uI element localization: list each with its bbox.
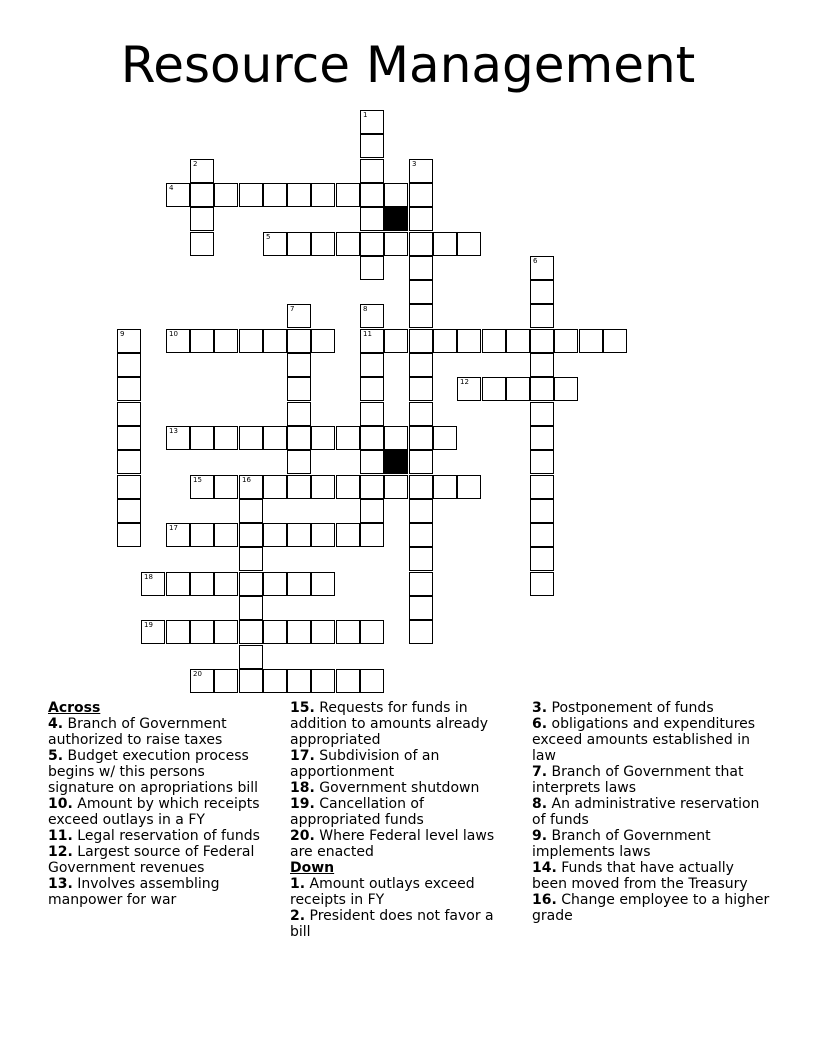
grid-cell[interactable] <box>239 669 263 693</box>
grid-cell[interactable] <box>239 183 263 207</box>
clue-number: 17 <box>169 524 178 532</box>
grid-cell[interactable] <box>263 183 287 207</box>
grid-cell[interactable] <box>263 523 287 547</box>
grid-cell[interactable] <box>457 232 481 256</box>
clues-column-3 <box>532 700 772 924</box>
grid-cell[interactable] <box>360 183 384 207</box>
grid-cell[interactable] <box>239 596 263 620</box>
clue-label: 12. <box>48 844 73 860</box>
grid-cell[interactable] <box>117 353 141 377</box>
grid-cell[interactable] <box>263 669 287 693</box>
grid-cell[interactable] <box>190 572 214 596</box>
grid-cell[interactable] <box>214 329 238 353</box>
grid-cell[interactable] <box>409 329 433 353</box>
grid-cell[interactable] <box>190 426 214 450</box>
clue-label: 5. <box>48 748 64 764</box>
clue-text: Legal reservation of funds <box>72 828 260 844</box>
clue-number: 1 <box>363 111 368 119</box>
grid-cell[interactable] <box>117 377 141 401</box>
black-cell <box>384 207 408 231</box>
grid-cell[interactable] <box>239 620 263 644</box>
grid-cell[interactable] <box>530 475 554 499</box>
grid-cell[interactable] <box>166 329 190 353</box>
grid-cell[interactable] <box>311 669 335 693</box>
grid-cell[interactable] <box>360 207 384 231</box>
clue-number: 7 <box>290 305 295 313</box>
grid-cell[interactable] <box>117 426 141 450</box>
grid-cell[interactable] <box>384 475 408 499</box>
grid-cell[interactable] <box>263 475 287 499</box>
grid-cell[interactable] <box>384 183 408 207</box>
grid-cell[interactable] <box>530 499 554 523</box>
grid-cell[interactable] <box>287 620 311 644</box>
grid-cell[interactable] <box>214 523 238 547</box>
grid-cell[interactable] <box>360 232 384 256</box>
puzzle-title: Resource Management <box>120 36 696 94</box>
grid-cell[interactable] <box>433 329 457 353</box>
across-heading: Across <box>48 700 101 716</box>
grid-cell[interactable] <box>409 402 433 426</box>
grid-cell[interactable] <box>190 475 214 499</box>
clue-text: Subdivision of an apportionment <box>290 748 440 780</box>
clue-text: Requests for funds in addition to amounts already appropriated <box>290 700 489 748</box>
grid-cell[interactable] <box>311 523 335 547</box>
grid-cell[interactable] <box>433 475 457 499</box>
grid-cell[interactable] <box>530 304 554 328</box>
grid-cell[interactable] <box>190 523 214 547</box>
grid-cell[interactable] <box>311 572 335 596</box>
clue-label: 4. <box>48 716 64 732</box>
clue-text: Funds that have actually been moved from the Treasury <box>532 860 748 892</box>
clue-text: Largest source of Federal Government revenues <box>48 844 255 876</box>
grid-cell[interactable] <box>190 159 214 183</box>
clue-text: President does not favor a bill <box>290 908 494 940</box>
grid-cell[interactable] <box>360 620 384 644</box>
grid-cell[interactable] <box>409 450 433 474</box>
grid-cell[interactable] <box>214 183 238 207</box>
clue-number: 5 <box>266 233 271 241</box>
grid-cell[interactable] <box>311 183 335 207</box>
grid-cell[interactable] <box>530 426 554 450</box>
grid-cell[interactable] <box>117 523 141 547</box>
grid-cell[interactable] <box>287 669 311 693</box>
grid-cell[interactable] <box>530 353 554 377</box>
across-clue <box>48 716 273 748</box>
grid-cell[interactable] <box>239 475 263 499</box>
down-clue <box>532 860 772 892</box>
clue-text: Cancellation of appropriated funds <box>290 796 424 828</box>
clue-number: 9 <box>120 330 125 338</box>
grid-cell[interactable] <box>530 572 554 596</box>
grid-cell[interactable] <box>117 450 141 474</box>
grid-cell[interactable] <box>433 426 457 450</box>
clue-label: 16. <box>532 892 557 908</box>
grid-cell[interactable] <box>409 572 433 596</box>
grid-cell[interactable] <box>166 572 190 596</box>
grid-cell[interactable] <box>554 329 578 353</box>
grid-cell[interactable] <box>360 499 384 523</box>
grid-cell[interactable] <box>530 280 554 304</box>
grid-cell[interactable] <box>384 232 408 256</box>
clue-text: Branch of Government that interprets laws <box>532 764 744 796</box>
across-clue <box>290 780 515 796</box>
grid-cell[interactable] <box>603 329 627 353</box>
across-clue <box>48 876 273 908</box>
clue-label: 6. <box>532 716 548 732</box>
grid-cell[interactable] <box>409 256 433 280</box>
clue-text: Branch of Government authorized to raise taxes <box>48 716 227 748</box>
grid-cell[interactable] <box>360 134 384 158</box>
grid-cell[interactable] <box>190 183 214 207</box>
grid-cell[interactable] <box>530 402 554 426</box>
grid-cell[interactable] <box>117 475 141 499</box>
grid-cell[interactable] <box>336 426 360 450</box>
grid-cell[interactable] <box>287 450 311 474</box>
across-clue <box>48 796 273 828</box>
grid-cell[interactable] <box>287 377 311 401</box>
grid-cell[interactable] <box>360 159 384 183</box>
clue-text: Amount outlays exceed receipts in FY <box>290 876 475 908</box>
clue-text: Change employee to a higher grade <box>532 892 770 924</box>
grid-cell[interactable] <box>384 329 408 353</box>
grid-cell[interactable] <box>287 304 311 328</box>
grid-cell[interactable] <box>360 377 384 401</box>
grid-cell[interactable] <box>409 475 433 499</box>
clue-label: 20. <box>290 828 315 844</box>
grid-cell[interactable] <box>166 523 190 547</box>
grid-cell[interactable] <box>360 402 384 426</box>
clue-number: 6 <box>533 257 538 265</box>
grid-cell[interactable] <box>530 329 554 353</box>
grid-cell[interactable] <box>409 620 433 644</box>
grid-cell[interactable] <box>360 256 384 280</box>
clue-label: 1. <box>290 876 306 892</box>
across-clue <box>48 844 273 876</box>
grid-cell[interactable] <box>214 426 238 450</box>
grid-cell[interactable] <box>311 475 335 499</box>
grid-cell[interactable] <box>287 475 311 499</box>
grid-cell[interactable] <box>287 426 311 450</box>
clue-label: 13. <box>48 876 73 892</box>
grid-cell[interactable] <box>263 329 287 353</box>
grid-cell[interactable] <box>166 620 190 644</box>
across-clue <box>290 748 515 780</box>
down-clue <box>290 876 515 908</box>
clue-number: 10 <box>169 330 178 338</box>
grid-cell[interactable] <box>287 572 311 596</box>
grid-cell[interactable] <box>336 475 360 499</box>
grid-cell[interactable] <box>409 207 433 231</box>
clue-label: 2. <box>290 908 306 924</box>
grid-cell[interactable] <box>287 523 311 547</box>
grid-cell[interactable] <box>117 499 141 523</box>
grid-cell[interactable] <box>579 329 603 353</box>
grid-cell[interactable] <box>360 110 384 134</box>
grid-cell[interactable] <box>409 523 433 547</box>
grid-cell[interactable] <box>239 547 263 571</box>
grid-cell[interactable] <box>214 620 238 644</box>
grid-cell[interactable] <box>214 475 238 499</box>
grid-cell[interactable] <box>190 329 214 353</box>
grid-cell[interactable] <box>141 572 165 596</box>
grid-cell[interactable] <box>360 669 384 693</box>
black-cell <box>384 450 408 474</box>
clue-number: 15 <box>193 476 202 484</box>
grid-cell[interactable] <box>311 329 335 353</box>
grid-cell[interactable] <box>530 547 554 571</box>
clue-text: Where Federal level laws are enacted <box>290 828 495 860</box>
down-clue <box>532 796 772 828</box>
grid-cell[interactable] <box>409 377 433 401</box>
grid-cell[interactable] <box>360 426 384 450</box>
grid-cell[interactable] <box>530 377 554 401</box>
clue-label: 11. <box>48 828 73 844</box>
clue-text: Budget execution process begins w/ this persons signature on apropriations bill <box>48 748 258 796</box>
grid-cell[interactable] <box>530 523 554 547</box>
grid-cell[interactable] <box>287 183 311 207</box>
grid-cell[interactable] <box>433 232 457 256</box>
grid-cell[interactable] <box>554 377 578 401</box>
grid-cell[interactable] <box>409 596 433 620</box>
grid-cell[interactable] <box>409 426 433 450</box>
across-clue <box>48 748 273 796</box>
clue-label: 19. <box>290 796 315 812</box>
grid-cell[interactable] <box>190 207 214 231</box>
clue-number: 18 <box>144 573 153 581</box>
across-clue <box>290 796 515 828</box>
grid-cell[interactable] <box>311 426 335 450</box>
grid-cell[interactable] <box>336 620 360 644</box>
grid-cell[interactable] <box>360 475 384 499</box>
grid-cell[interactable] <box>482 377 506 401</box>
grid-cell[interactable] <box>409 499 433 523</box>
down-clue <box>532 716 772 764</box>
clues-column-2 <box>290 700 515 940</box>
grid-cell[interactable] <box>530 256 554 280</box>
clue-text: Postponement of funds <box>547 700 714 716</box>
down-clue <box>532 700 772 716</box>
clue-label: 17. <box>290 748 315 764</box>
grid-cell[interactable] <box>214 669 238 693</box>
clue-text: Government shutdown <box>314 780 480 796</box>
clue-text: obligations and expenditures exceed amounts established in law <box>532 716 756 764</box>
clue-number: 2 <box>193 160 198 168</box>
clue-label: 10. <box>48 796 73 812</box>
grid-cell[interactable] <box>263 426 287 450</box>
clue-text: An administrative reservation of funds <box>532 796 760 828</box>
across-clue <box>48 828 273 844</box>
clue-label: 8. <box>532 796 548 812</box>
grid-cell[interactable] <box>409 280 433 304</box>
clue-label: 14. <box>532 860 557 876</box>
grid-cell[interactable] <box>409 304 433 328</box>
clue-number: 16 <box>242 476 251 484</box>
clue-text: Involves assembling manpower for war <box>48 876 220 908</box>
grid-cell[interactable] <box>166 426 190 450</box>
clue-label: 15. <box>290 700 315 716</box>
grid-cell[interactable] <box>287 329 311 353</box>
grid-cell[interactable] <box>360 353 384 377</box>
grid-cell[interactable] <box>360 329 384 353</box>
grid-cell[interactable] <box>336 669 360 693</box>
grid-cell[interactable] <box>287 402 311 426</box>
grid-cell[interactable] <box>360 523 384 547</box>
clue-number: 4 <box>169 184 174 192</box>
grid-cell[interactable] <box>457 475 481 499</box>
clue-number: 11 <box>363 330 372 338</box>
grid-cell[interactable] <box>287 232 311 256</box>
grid-cell[interactable] <box>117 402 141 426</box>
down-clue <box>532 892 772 924</box>
grid-cell[interactable] <box>239 572 263 596</box>
grid-cell[interactable] <box>117 329 141 353</box>
clue-number: 8 <box>363 305 368 313</box>
grid-cell[interactable] <box>190 620 214 644</box>
grid-cell[interactable] <box>166 183 190 207</box>
clue-number: 12 <box>460 378 469 386</box>
clue-label: 3. <box>532 700 548 716</box>
grid-cell[interactable] <box>263 232 287 256</box>
grid-cell[interactable] <box>263 620 287 644</box>
clue-number: 3 <box>412 160 417 168</box>
grid-cell[interactable] <box>336 183 360 207</box>
grid-cell[interactable] <box>360 304 384 328</box>
clues-column-1 <box>48 700 273 908</box>
grid-cell[interactable] <box>409 183 433 207</box>
grid-cell[interactable] <box>239 426 263 450</box>
grid-cell[interactable] <box>214 572 238 596</box>
grid-cell[interactable] <box>190 669 214 693</box>
down-clue <box>532 828 772 860</box>
grid-cell[interactable] <box>506 329 530 353</box>
clue-number: 19 <box>144 621 153 629</box>
grid-cell[interactable] <box>287 353 311 377</box>
grid-cell[interactable] <box>239 329 263 353</box>
grid-cell[interactable] <box>409 547 433 571</box>
grid-cell[interactable] <box>311 620 335 644</box>
clue-label: 9. <box>532 828 548 844</box>
grid-cell[interactable] <box>141 620 165 644</box>
grid-cell[interactable] <box>409 353 433 377</box>
grid-cell[interactable] <box>311 232 335 256</box>
clue-label: 7. <box>532 764 548 780</box>
across-clue <box>290 700 515 748</box>
grid-cell[interactable] <box>360 450 384 474</box>
grid-cell[interactable] <box>336 232 360 256</box>
grid-cell[interactable] <box>239 645 263 669</box>
grid-cell[interactable] <box>409 159 433 183</box>
grid-cell[interactable] <box>482 329 506 353</box>
grid-cell[interactable] <box>239 523 263 547</box>
across-clue <box>290 828 515 860</box>
down-heading: Down <box>290 860 335 876</box>
clue-text: Branch of Government implements laws <box>532 828 711 860</box>
grid-cell[interactable] <box>457 329 481 353</box>
clue-number: 20 <box>193 670 202 678</box>
grid-cell[interactable] <box>239 499 263 523</box>
grid-cell[interactable] <box>409 232 433 256</box>
grid-cell[interactable] <box>506 377 530 401</box>
grid-cell[interactable] <box>457 377 481 401</box>
clue-number: 13 <box>169 427 178 435</box>
grid-cell[interactable] <box>263 572 287 596</box>
grid-cell[interactable] <box>336 523 360 547</box>
clue-label: 18. <box>290 780 315 796</box>
grid-cell[interactable] <box>530 450 554 474</box>
grid-cell[interactable] <box>190 232 214 256</box>
clue-text: Amount by which receipts exceed outlays in a FY <box>48 796 260 828</box>
down-clue <box>532 764 772 796</box>
grid-cell[interactable] <box>384 426 408 450</box>
down-clue <box>290 908 515 940</box>
